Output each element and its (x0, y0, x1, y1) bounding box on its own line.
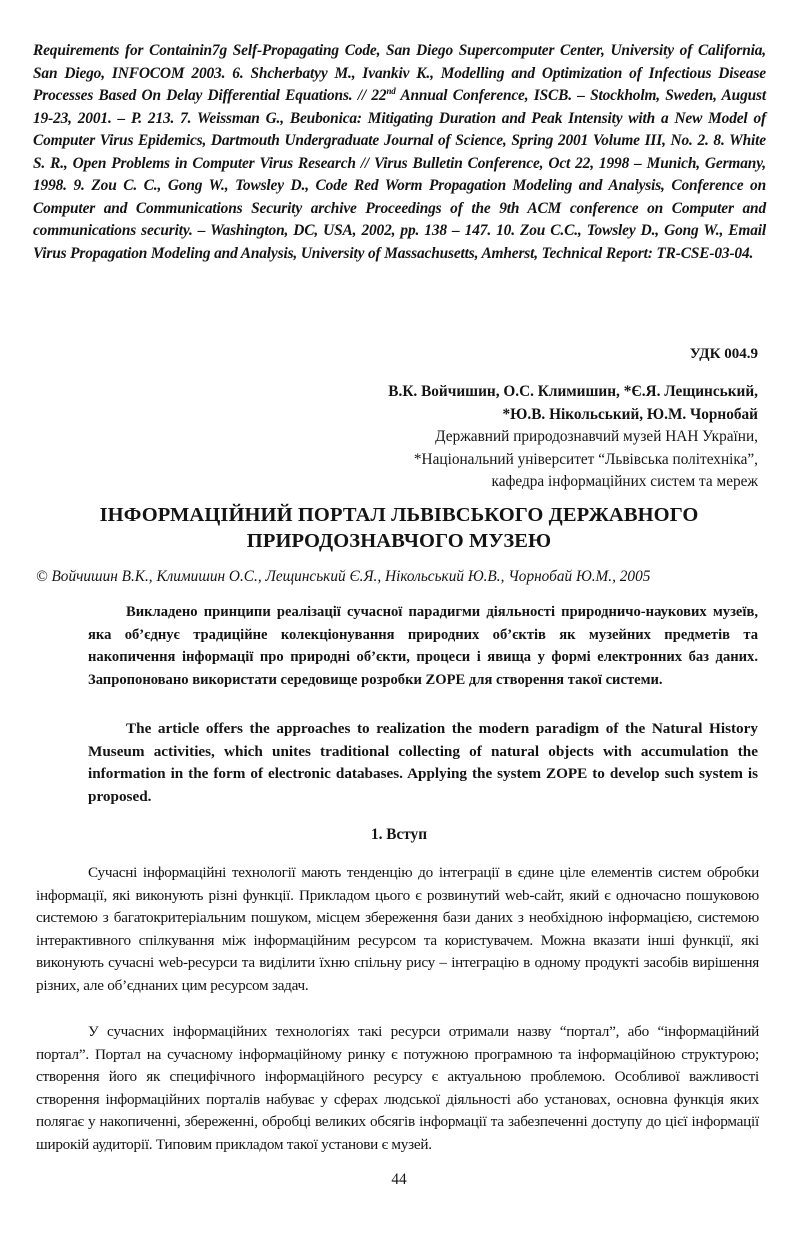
udk-code: УДК 004.9 (689, 346, 758, 362)
title-line: ІНФОРМАЦІЙНИЙ ПОРТАЛ ЛЬВІВСЬКОГО ДЕРЖАВНОГО (99, 504, 699, 526)
references-text-rest: Annual Conference, ISCB. – Stockholm, Sweden, August 19-23, 2001. – P. 213. 7. Weissman G., Beubonica: Mitigating Duration and Peak Intensity with a New Model of Computer Virus Epidemics, Dartmouth Undergraduate Journal of Science, Spring 2001 Volume III, No. 2. 8. White S. R., Open Problems in Computer Virus Research // Virus Bulletin Conference, Oct 22, 1998 – Munich, Germany, 1998. 9. Zou C. C., Gong W., Towsley D., Code Red Worm Propagation Modeling and Analysis, Conference on Computer and Communications Security archive Proceedings of the 9th ACM conference on Computer and communications security. – Washington, DC, USA, 2002, pp. 138 – 147. 10. Zou C.C., Towsley D., Gong W., Email Virus Propagation Modeling and Analysis, University of Massachusetts, Amherst, Technical Report: TR-CSE-03-04. (33, 87, 766, 262)
authors-line: *Ю.В. Нікольський, Ю.М. Чорнобай (502, 405, 758, 423)
body-paragraph: Сучасні інформаційні технології мають тенденцію до інтеграції в єдине ціле елементів систем обробки інформації, які виконують різні функції. Прикладом цього є розвинутий web-сайт, який є одночасно пошуковою системою з багатокритеріальним пошуком, місцем збереження бази даних з необхідною інформацією, системою інтерактивного спілкування між інформаційним ресурсом та користувачем. Можна вказати інші функції, які виконують сучасні web-ресурси та виділити їхню спільну рису – інтеграцію в одному продукті засобів вирішення різних, але об’єднаних цим ресурсом задач. (36, 864, 759, 994)
paper-title (40, 502, 758, 554)
affiliation-line: кафедра інформаційних систем та мереж (491, 473, 758, 490)
title-line: ПРИРОДОЗНАВЧОГО МУЗЕЮ (246, 530, 552, 552)
copyright-line: © Войчишин В.К., Климишин О.С., Лещинський Є.Я., Нікольський Ю.В., Чорнобай Ю.М., 2005 (36, 568, 651, 585)
abstract-english: The article offers the approaches to realization the modern paradigm of the Natural History Museum activities, which unites traditional collecting of natural objects with accumulation the information in the form of electronic databases. Applying the system ZOPE to develop such system is proposed. (88, 720, 758, 805)
author-block (158, 381, 758, 494)
affiliation-line: Державний природознавчий музей НАН України, (435, 428, 758, 445)
page-number: 44 (391, 1171, 407, 1188)
references-continuation (33, 40, 766, 265)
body-paragraph: У сучасних інформаційних технологіях такі ресурси отримали назву “портал”, або “інформаційний портал”. Портал на сучасному інформаційному ринку є потужною програмною та інформаційною структурою; створення його як специфічного інформаційного ресурсу є актуальною проблемою. Особливої важливості створення інформаційних порталів набуває у сферах людської діяльності або установах, основна функція яких полягає у накопиченні, збереженні, обробці великих обсягів інформації та забезпеченні доступу до цієї інформації широкій аудиторії. Типовим прикладом такої установи є музей. (36, 1023, 759, 1153)
references-superscript: nd (386, 85, 396, 96)
authors-line: В.К. Войчишин, О.С. Климишин, *Є.Я. Лещинський, (388, 383, 758, 400)
references-text-start: Requirements for Containin7g Self-Propagating Code, San Diego Supercomputer Center, University of California, San Diego, INFOCOM 2003. 6. Shcherbatyy M., Ivankiv K., Modelling and Optimization of Infectious Disease Processes Based On Delay Differential Equations. // 22 (33, 42, 766, 104)
abstract-ukrainian: Викладено принципи реалізації сучасної парадигми діяльності природничо-наукових музеїв, яка об’єднує традиційне колекціонування природних об’єктів як музейних предметів та накопичення інформації про природні об’єкти, процеси і явища у формі електронних баз даних. Запропоновано використати середовище розробки ZOPE для створення такої системи. (88, 604, 758, 688)
affiliation-line: *Національний університет “Львівська політехніка”, (413, 450, 758, 468)
section-heading: 1. Вступ (370, 826, 428, 843)
